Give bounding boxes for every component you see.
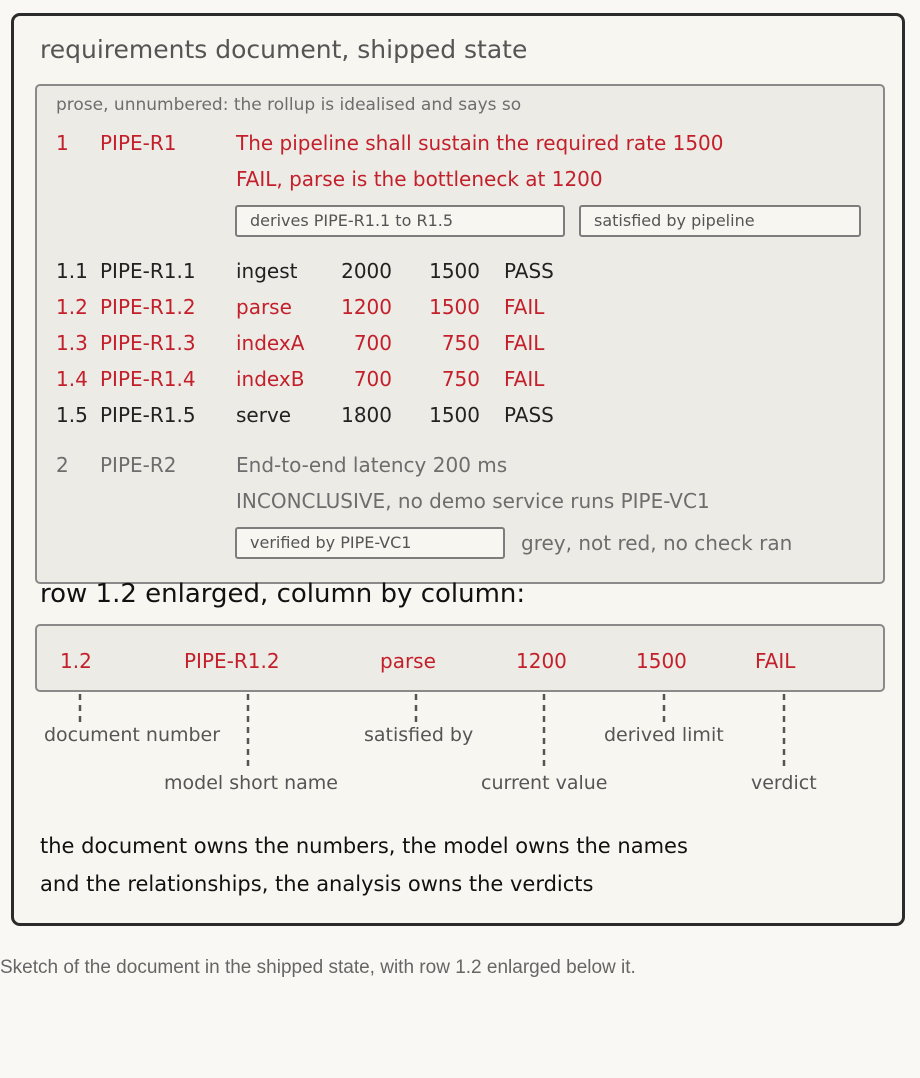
subreq-1-4-id: PIPE-R1.4 — [100, 367, 196, 391]
subreq-1-2-current: 1200 — [341, 295, 392, 319]
subreq-1-4-current: 700 — [353, 367, 392, 391]
subreq-1-4-limit: 750 — [441, 367, 480, 391]
subreq-1-3-current: 700 — [353, 331, 392, 355]
label-satisfied-by: satisfied by — [364, 724, 474, 746]
req2-number: 2 — [56, 453, 69, 477]
subreq-1-5-stage: serve — [236, 403, 292, 427]
enlarged-heading: row 1.2 enlarged, column by column: — [40, 579, 526, 609]
subreq-1-1-id: PIPE-R1.1 — [100, 259, 196, 283]
label-verdict: verdict — [751, 772, 817, 794]
subreq-1-3-limit: 750 — [441, 331, 480, 355]
subreq-1-3-stage: indexA — [236, 331, 305, 355]
subreq-1-5-id: PIPE-R1.5 — [100, 403, 196, 427]
prose-note: prose, unnumbered: the rollup is idealised and says so — [56, 95, 522, 115]
req2-text: End-to-end latency 200 ms — [236, 453, 508, 477]
label-model-short-name: model short name — [164, 772, 338, 794]
subreq-1-2-verdict: FAIL — [504, 295, 545, 319]
req1-text: The pipeline shall sustain the required rate 1500 — [236, 131, 724, 155]
enlarged-cell-stage: parse — [380, 649, 436, 673]
subreq-1-3-id: PIPE-R1.3 — [100, 331, 196, 355]
derives-tag: derives PIPE-R1.1 to R1.5 — [235, 205, 565, 237]
subreq-1-1-limit: 1500 — [429, 259, 480, 283]
label-derived-limit: derived limit — [604, 724, 724, 746]
subreq-1-1-verdict: PASS — [504, 259, 554, 283]
subreq-1-1-stage: ingest — [236, 259, 298, 283]
req2-status: INCONCLUSIVE, no demo service runs PIPE-VC1 — [236, 489, 710, 513]
summary-line-2: and the relationships, the analysis owns the verdicts — [40, 872, 594, 896]
enlarged-cell-id: PIPE-R1.2 — [184, 649, 280, 673]
subreq-1-5-current: 1800 — [341, 403, 392, 427]
enlarged-cell-verdict: FAIL — [755, 649, 796, 673]
label-document-number: document number — [44, 724, 221, 746]
subreq-1-1-num: 1.1 — [56, 259, 88, 283]
req2-note: grey, not red, no check ran — [521, 531, 793, 555]
subreq-1-5-verdict: PASS — [504, 403, 554, 427]
subreq-1-2-num: 1.2 — [56, 295, 88, 319]
req1-id: PIPE-R1 — [100, 131, 177, 155]
subreq-1-4-verdict: FAIL — [504, 367, 545, 391]
enlarged-cell-number: 1.2 — [60, 649, 92, 673]
subreq-1-5-num: 1.5 — [56, 403, 88, 427]
satisfied-by-tag: satisfied by pipeline — [579, 205, 861, 237]
figure-caption: Sketch of the document in the shipped state, with row 1.2 enlarged below it. — [0, 957, 636, 978]
subreq-1-2-stage: parse — [236, 295, 292, 319]
req2-id: PIPE-R2 — [100, 453, 177, 477]
subreq-1-4-num: 1.4 — [56, 367, 88, 391]
label-current-value: current value — [481, 772, 608, 794]
subreq-1-5-limit: 1500 — [429, 403, 480, 427]
verified-by-tag: verified by PIPE-VC1 — [235, 527, 505, 559]
enlarged-cell-limit: 1500 — [636, 649, 687, 673]
req1-status: FAIL, parse is the bottleneck at 1200 — [236, 167, 603, 191]
frame-title: requirements document, shipped state — [40, 35, 528, 64]
req1-number: 1 — [56, 131, 69, 155]
subreq-1-4-stage: indexB — [236, 367, 305, 391]
subreq-1-3-verdict: FAIL — [504, 331, 545, 355]
subreq-1-2-limit: 1500 — [429, 295, 480, 319]
summary-line-1: the document owns the numbers, the model owns the names — [40, 834, 688, 858]
enlarged-cell-current: 1200 — [516, 649, 567, 673]
subreq-1-2-id: PIPE-R1.2 — [100, 295, 196, 319]
subreq-1-3-num: 1.3 — [56, 331, 88, 355]
subreq-1-1-current: 2000 — [341, 259, 392, 283]
